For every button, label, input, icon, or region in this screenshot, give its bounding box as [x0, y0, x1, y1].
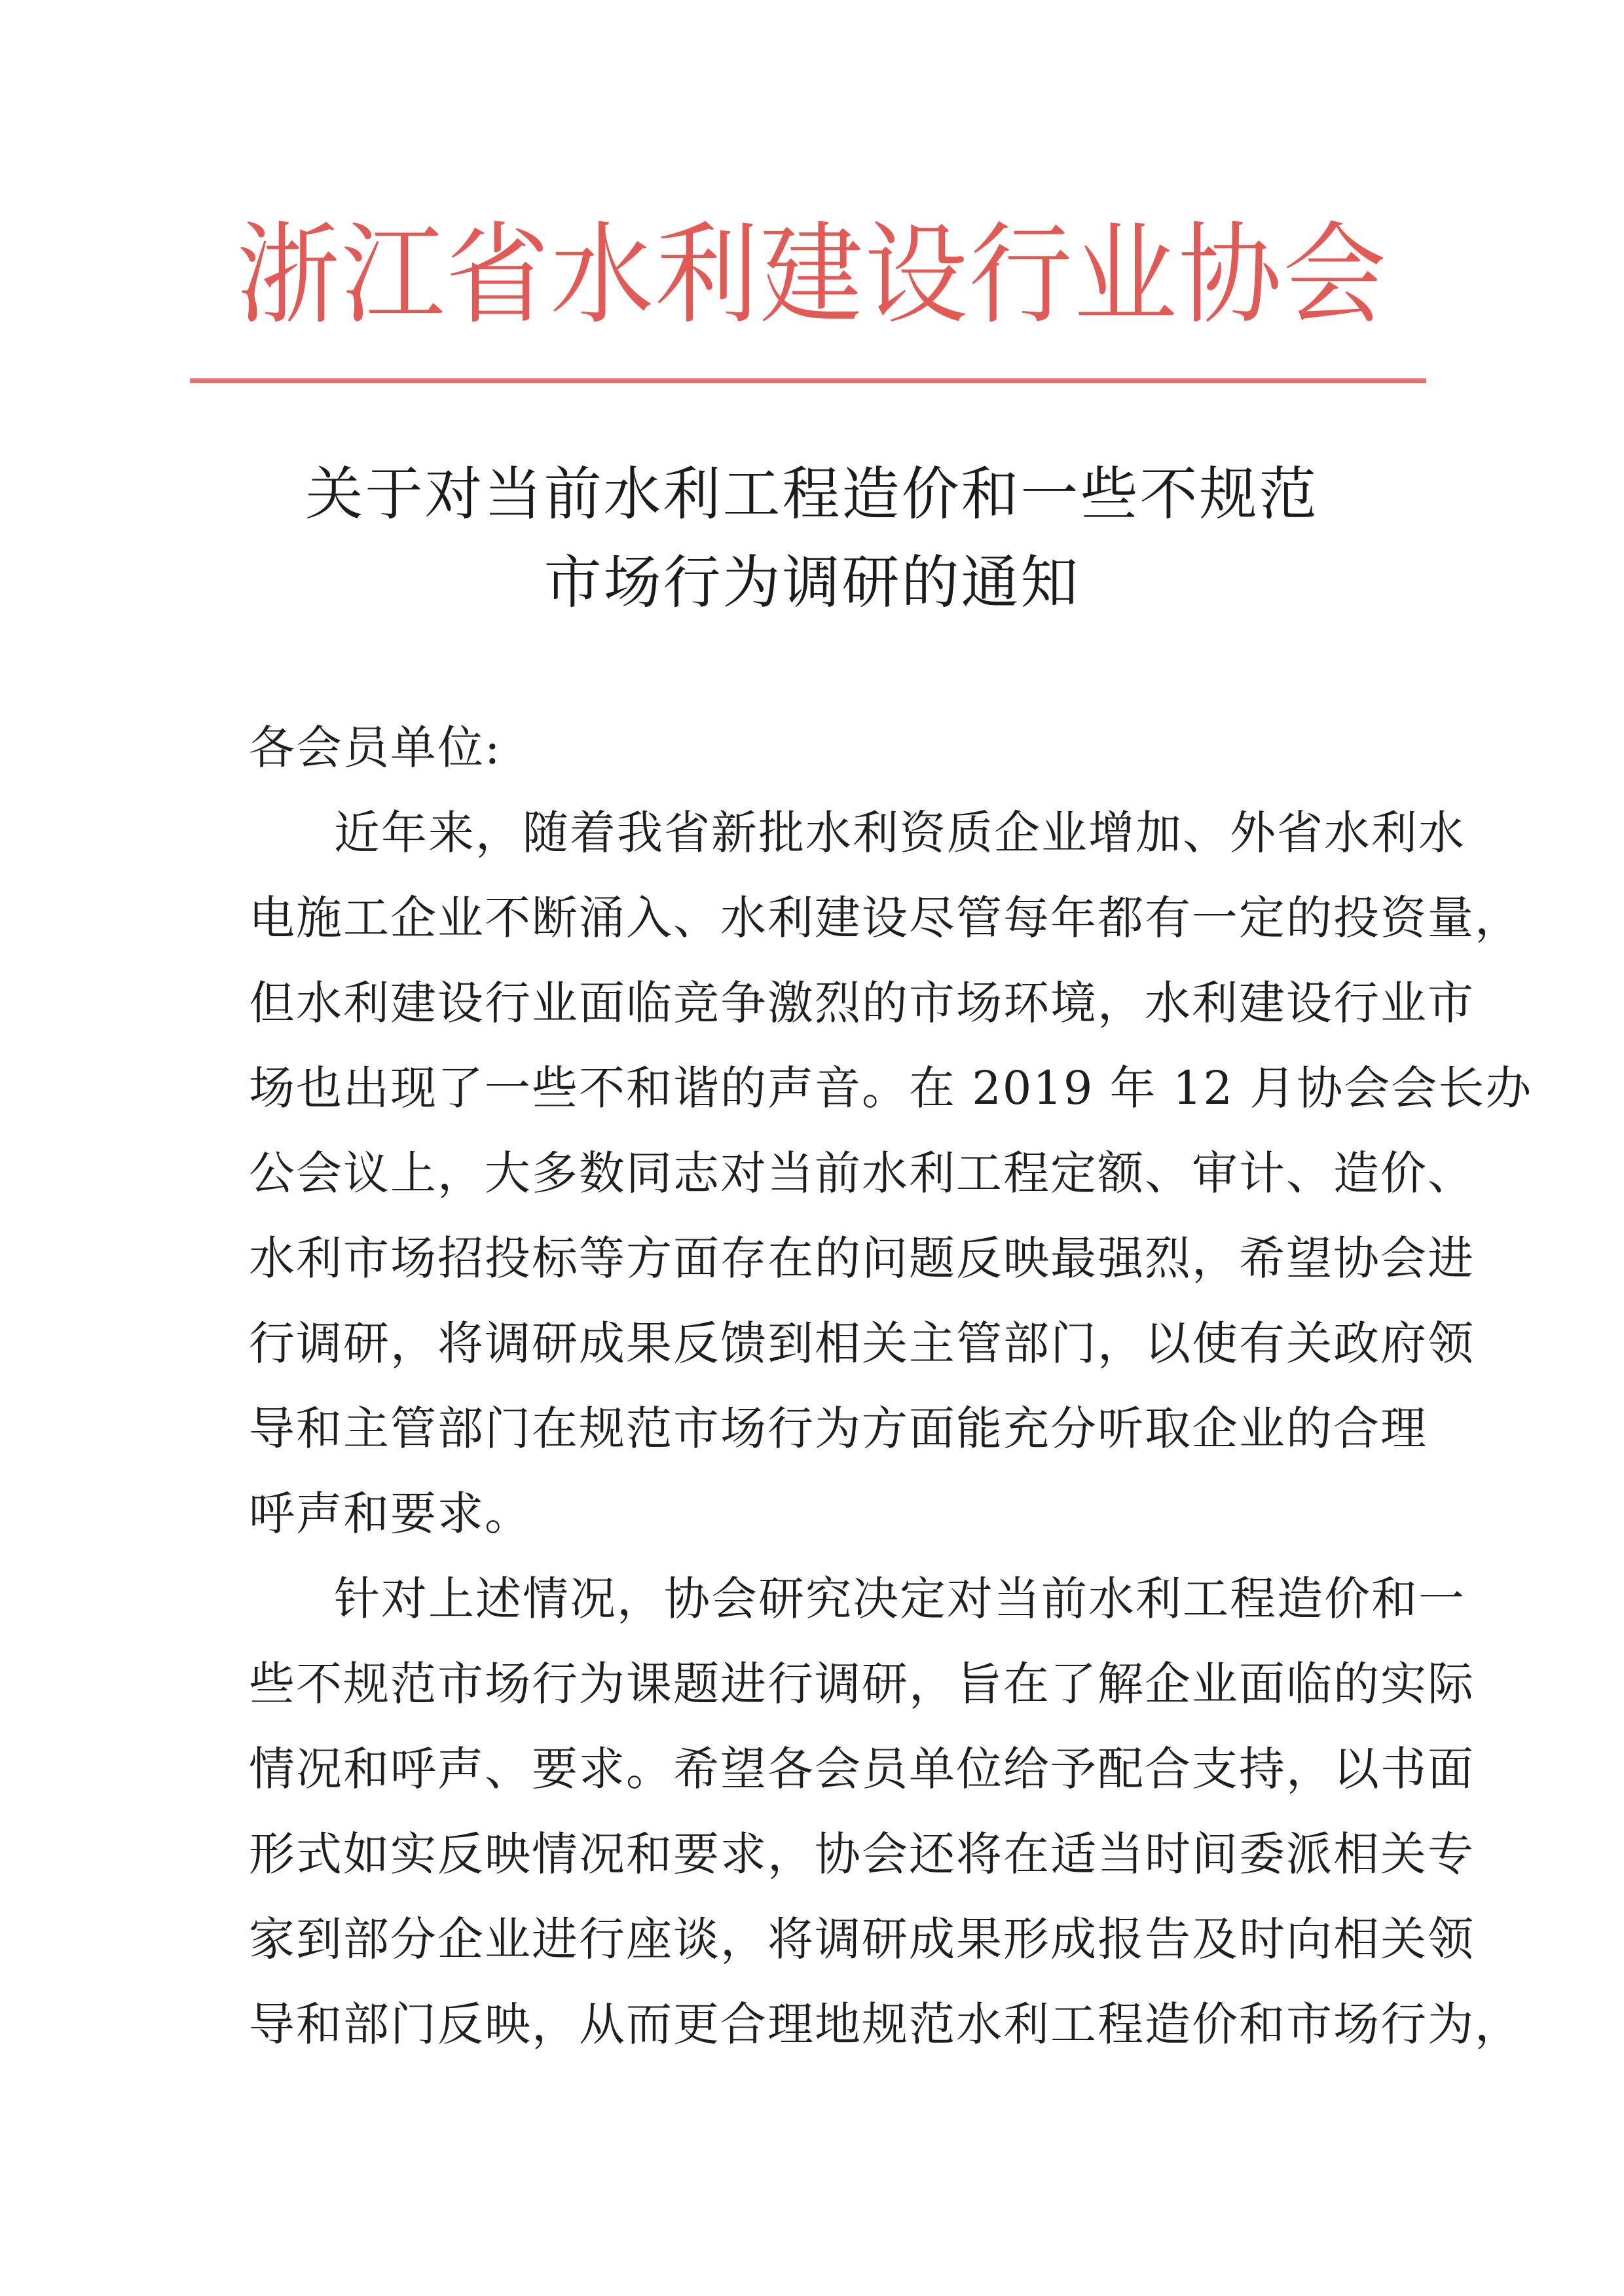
paragraph-2-line: 形式如实反映情况和要求，协会还将在适当时间委派相关专 [249, 1827, 1475, 1881]
paragraph-1-line: 水利市场招投标等方面存在的问题反映最强烈，希望协会进 [249, 1231, 1475, 1285]
paragraph-1-line: 场也出现了一些不和谐的声音。在 2019 年 12 月协会会长办 [249, 1061, 1533, 1115]
document-title-line-1: 关于对当前水利工程造价和一些不规范 [305, 460, 1319, 528]
paragraph-2-line: 情况和呼声、要求。希望各会员单位给予配合支持，以书面 [249, 1742, 1475, 1796]
paragraph-1-line: 近年来，随着我省新批水利资质企业增加、外省水利水 [334, 806, 1466, 860]
paragraph-1-line: 呼声和要求。 [249, 1487, 532, 1540]
paragraph-2-line: 导和部门反映，从而更合理地规范水利工程造价和市场行为， [249, 1997, 1522, 2051]
paragraph-2-line: 针对上述情况，协会研究决定对当前水利工程造价和一 [334, 1572, 1466, 1626]
paragraph-1-line: 公会议上，大多数同志对当前水利工程定额、审计、造价、 [249, 1146, 1475, 1200]
paragraph-1-line: 但水利建设行业面临竞争激烈的市场环境，水利建设行业市 [249, 976, 1475, 1030]
paragraph-2-line: 些不规范市场行为课题进行调研，旨在了解企业面临的实际 [249, 1657, 1475, 1711]
paragraph-1-line: 电施工企业不断涌入、水利建设尽管每年都有一定的投资量， [249, 891, 1522, 945]
paragraph-2-line: 家到部分企业进行座谈，将调研成果形成报告及时向相关领 [249, 1912, 1475, 1966]
paragraph-1-line: 导和主管部门在规范市场行为方面能充分听取企业的合理 [249, 1402, 1428, 1455]
letterhead-org-name: 浙江省水利建设行业协会 [236, 211, 1388, 339]
salutation: 各会员单位: [249, 721, 502, 774]
letterhead-red-rule [190, 378, 1426, 383]
document-title-line-2: 市场行为调研的通知 [544, 549, 1080, 616]
paragraph-1-line: 行调研，将调研成果反馈到相关主管部门，以使有关政府领 [249, 1317, 1475, 1370]
